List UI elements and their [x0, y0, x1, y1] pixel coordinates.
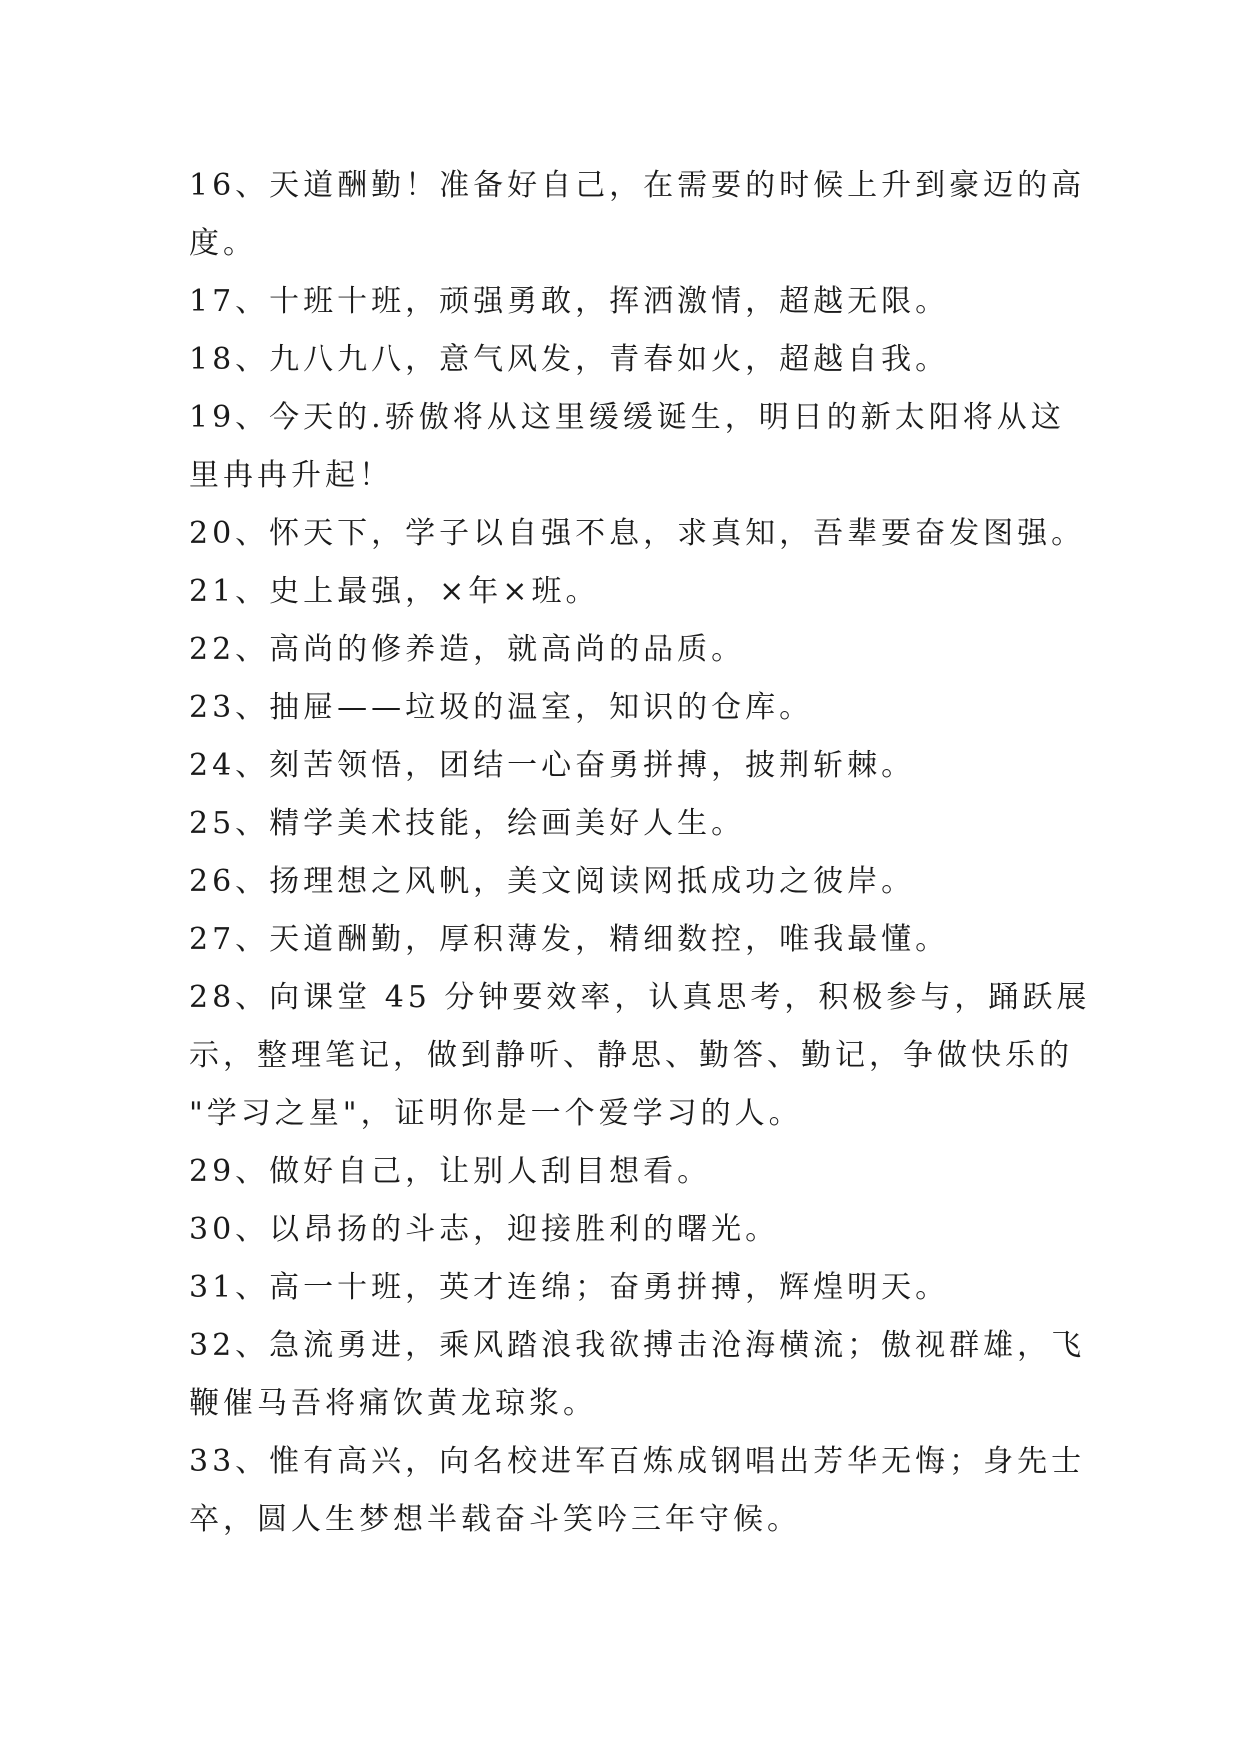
- text-line: 26、扬理想之风帆，美文阅读网抵成功之彼岸。: [189, 864, 916, 899]
- text-line: 25、精学美术技能，绘画美好人生。: [189, 806, 746, 841]
- text-line: 里冉冉升起！: [189, 458, 393, 493]
- text-line: 28、向课堂 45 分钟要效率，认真思考，积极参与，踊跃展: [189, 980, 1091, 1015]
- text-line: 32、急流勇进，乘风踏浪我欲搏击沧海横流；傲视群雄，飞: [189, 1328, 1086, 1363]
- text-line: 30、以昂扬的斗志，迎接胜利的曙光。: [189, 1212, 780, 1247]
- text-line: 示，整理笔记，做到静听、静思、勤答、勤记，争做快乐的: [189, 1038, 1073, 1073]
- document-body: [189, 157, 1091, 1549]
- text-line: 度。: [189, 226, 257, 261]
- text-line: 33、惟有高兴，向名校进军百炼成钢唱出芳华无悔；身先士: [189, 1444, 1086, 1479]
- text-line: 16、天道酬勤！准备好自己，在需要的时候上升到豪迈的高: [189, 168, 1086, 203]
- text-line: 鞭催马吾将痛饮黄龙琼浆。: [189, 1386, 597, 1421]
- text-line: 31、高一十班，英才连绵；奋勇拼搏，辉煌明天。: [189, 1270, 950, 1305]
- text-line: 20、怀天下，学子以自强不息，求真知，吾辈要奋发图强。: [189, 516, 1086, 551]
- text-line: 19、今天的.骄傲将从这里缓缓诞生，明日的新太阳将从这: [189, 400, 1065, 435]
- text-line: 24、刻苦领悟，团结一心奋勇拼搏，披荆斩棘。: [189, 748, 916, 783]
- text-line: 29、做好自己，让别人刮目想看。: [189, 1154, 712, 1189]
- text-line: 23、抽屉——垃圾的温室，知识的仓库。: [189, 690, 814, 725]
- text-line: 22、高尚的修养造，就高尚的品质。: [189, 632, 746, 667]
- text-line: "学习之星"，证明你是一个爱学习的人。: [189, 1096, 803, 1131]
- text-line: 卒，圆人生梦想半载奋斗笑吟三年守候。: [189, 1502, 801, 1537]
- text-line: 18、九八九八，意气风发，青春如火，超越自我。: [189, 342, 950, 377]
- text-line: 21、史上最强，×年×班。: [189, 574, 600, 609]
- text-line: 17、十班十班，顽强勇敢，挥洒激情，超越无限。: [189, 284, 950, 319]
- text-line: 27、天道酬勤，厚积薄发，精细数控，唯我最懂。: [189, 922, 950, 957]
